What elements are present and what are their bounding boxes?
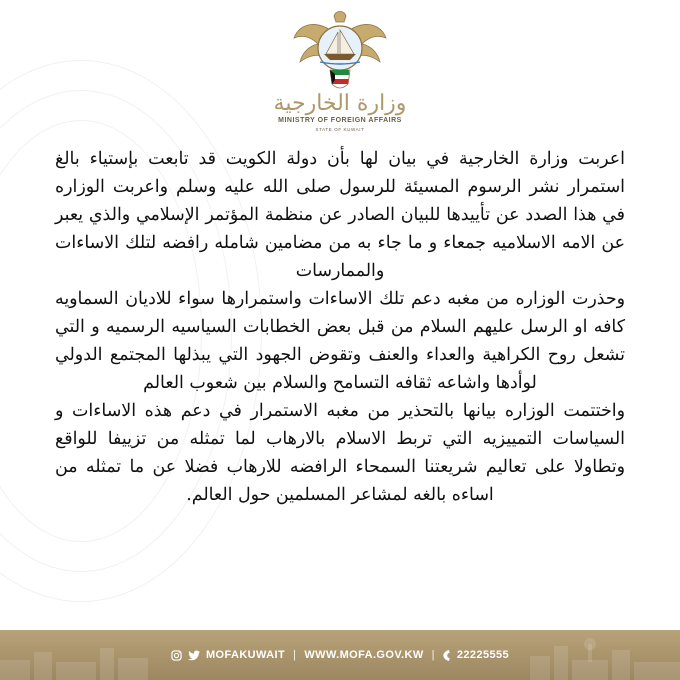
website-link[interactable]: WWW.MOFA.GOV.KW (304, 649, 424, 661)
ministry-logo (240, 92, 440, 134)
statement-paragraph: وحذرت الوزاره من مغبه دعم تلك الاساءات واستمرارها سواء للاديان السماويه كافه او الرسل عليهم السلام من قبل بعض الخطابات السياسيه الرسميه و التي تشعل روح الكراهية والعداء والعنف وتقوض الجهود التي يبذلها المجتمع الدولي لوأدها واشاعه ثقافه التسامح والسلام بين شعوب العالم (55, 289, 625, 393)
footer-separator: | (431, 649, 435, 661)
phone-icon (443, 650, 451, 661)
statement-text (55, 145, 625, 509)
kuwait-emblem-icon (290, 8, 390, 96)
twitter-icon[interactable] (188, 650, 200, 661)
state-of-kuwait-label: STATE OF KUWAIT (315, 127, 365, 132)
phone-number[interactable]: 22225555 (456, 649, 510, 661)
social-handle-link[interactable]: MOFAKUWAIT (205, 649, 286, 661)
statement-paragraph: واختتمت الوزاره بيانها بالتحذير من مغبه الاستمرار في دعم هذه الاساءات و السياسات التمييزيه التي تربط الاسلام بالارهاب لما تمثله من تزييفا للواقع وتطاولا على تعاليم شريعتنا السمحاء الرافضه للارهاب فضلا عن ما تمثله من اساءه بالغه لمشاعر المسلمين حول العالم. (55, 401, 625, 505)
ministry-name-english: MINISTRY OF FOREIGN AFFAIRS (278, 117, 402, 124)
contact-bar (160, 644, 520, 666)
footer (0, 630, 680, 680)
instagram-icon[interactable] (171, 650, 182, 661)
statement-paragraph: اعربت وزارة الخارجية في بيان لها بأن دولة الكويت قد تابعت بإستياء بالغ استمرار نشر الرسوم المسيئة للرسول صلى الله عليه وسلم واعربت الوزاره في هذا الصدد عن تأييدها للبيان الصادر عن منظمة المؤتمر الإسلامي والذي يعبر عن الامه الاسلاميه جمعاء و ما جاء به من مضامين شامله رافضه لتلك الاساءات والممارسات (55, 149, 625, 281)
ministry-name-arabic: وزارة الخارجية (273, 91, 407, 116)
footer-separator: | (293, 649, 297, 661)
